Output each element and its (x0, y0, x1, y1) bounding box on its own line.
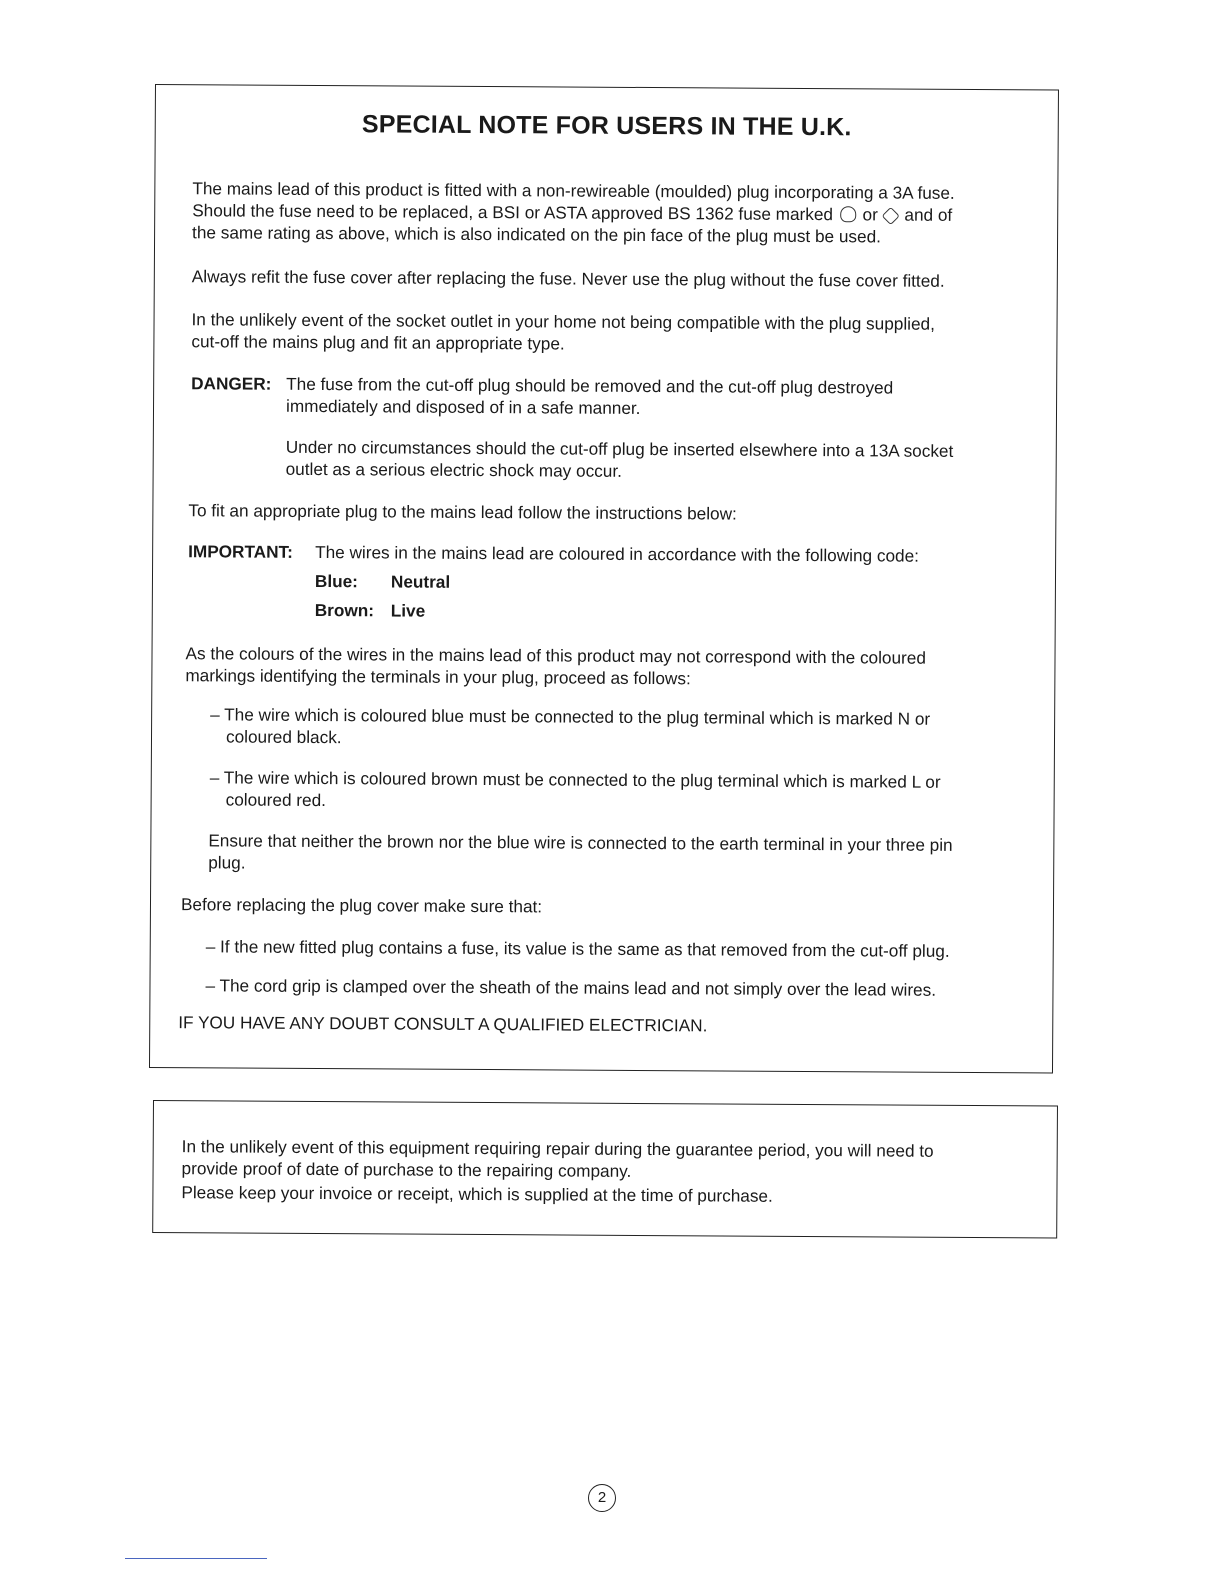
para-socket-line1: In the unlikely event of the socket outlet in your home not being compatible with the plug supplied, (191, 309, 935, 334)
blue-wire-line2: coloured black. (225, 726, 342, 748)
para-fuse-line3: the same rating as above, which is also indicated on the pin face of the plug must be used. (192, 222, 882, 247)
guarantee-line2: provide proof of date of purchase to the repairing company. (181, 1158, 632, 1181)
guarantee-note-box (152, 1100, 1058, 1239)
bsi-kitemark-icon (840, 206, 856, 222)
fit-intro: To fit an appropriate plug to the mains lead follow the instructions below: (188, 500, 737, 524)
uk-special-note-box (149, 84, 1059, 1074)
para-fuse-line2-a: Should the fuse need to be replaced, a BSI or ASTA approved BS 1362 fuse marked (192, 200, 834, 225)
notice-title: SPECIAL NOTE FOR USERS IN THE U.K. (361, 110, 852, 142)
danger-line2: immediately and disposed of in a safe manner. (285, 395, 641, 418)
important-label: IMPORTANT: (188, 541, 293, 562)
earth-line1: Ensure that neither the brown nor the blue wire is connected to the earth terminal in your three pin (208, 830, 953, 855)
code-blue-meaning: Neutral (390, 571, 451, 592)
colours-line1: As the colours of the wires in the mains lead of this product may not correspond with the coloured (185, 643, 926, 668)
page-number: 2 (588, 1484, 616, 1512)
doubt-warning: IF YOU HAVE ANY DOUBT CONSULT A QUALIFIED ELECTRICIAN. (178, 1012, 708, 1036)
danger-label: DANGER: (191, 373, 272, 394)
check-cord-grip: – The cord grip is clamped over the sheath of the mains lead and not simply over the lead wires. (205, 975, 937, 1000)
para-socket-line2: cut-off the mains plug and fit an appropriate type. (191, 331, 565, 354)
code-brown-meaning: Live (390, 600, 426, 621)
code-brown-label: Brown: (314, 599, 375, 621)
guarantee-line3: Please keep your invoice or receipt, which is supplied at the time of purchase. (181, 1182, 773, 1206)
para-fuse-cover: Always refit the fuse cover after replacing the fuse. Never use the plug without the fuse cover fitted. (191, 266, 945, 291)
danger2-line1: Under no circumstances should the cut-off plug be inserted elsewhere into a 13A socket (285, 436, 954, 461)
blue-wire-line1: – The wire which is coloured blue must be connected to the plug terminal which is marked N or (210, 704, 931, 729)
asta-mark-icon (882, 207, 900, 225)
para-fuse-line2-or: or (862, 204, 878, 225)
para-fuse-line2-b: and of (904, 204, 953, 225)
para-fuse-line1: The mains lead of this product is fitted with a non-rewireable (moulded) plug incorporating a 3A fuse. (192, 178, 955, 203)
danger-line1: The fuse from the cut-off plug should be removed and the cut-off plug destroyed (286, 373, 894, 398)
code-blue-label: Blue: (314, 570, 358, 592)
bottom-divider (125, 1558, 267, 1559)
before-replacing: Before replacing the plug cover make sure that: (180, 894, 543, 917)
brown-wire-line2: coloured red. (225, 789, 327, 811)
important-text: The wires in the mains lead are coloured in accordance with the following code: (315, 541, 920, 566)
colours-line2: markings identifying the terminals in your plug, proceed as follows: (185, 665, 691, 689)
brown-wire-line1: – The wire which is coloured brown must be connected to the plug terminal which is marked L or (209, 767, 941, 792)
earth-line2: plug. (208, 852, 246, 873)
check-fuse: – If the new fitted plug contains a fuse, its value is the same as that removed from the cut-off plug. (205, 936, 950, 961)
guarantee-line1: In the unlikely event of this equipment requiring repair during the guarantee period, you will need to (181, 1136, 934, 1161)
danger2-line2: outlet as a serious electric shock may occur. (285, 458, 622, 481)
